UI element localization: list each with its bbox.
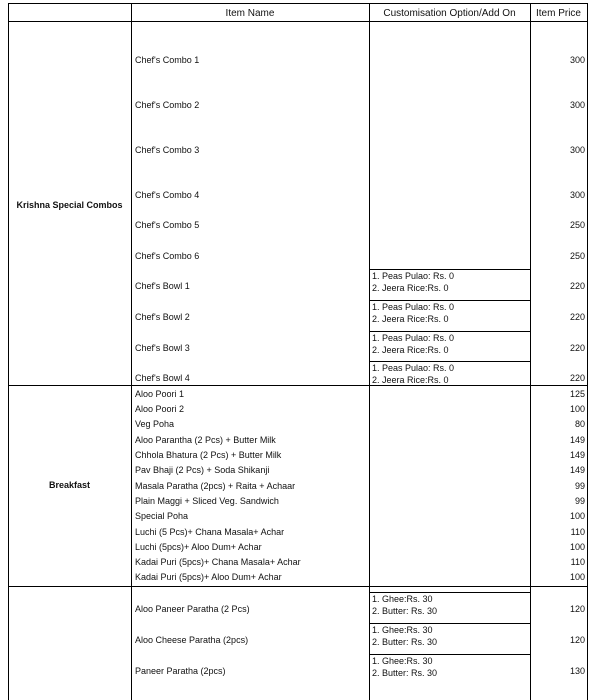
column-divider <box>131 3 132 700</box>
item-name: Aloo Poori 1 <box>135 389 185 399</box>
item-price: 100 <box>569 542 585 552</box>
option-text: 2. Jeera Rice:Rs. 0 <box>372 314 449 324</box>
item-name: Chhola Bhatura (2 Pcs) + Butter Milk <box>135 450 282 460</box>
category-label: Krishna Special Combos <box>16 200 123 210</box>
header-item-price: Item Price <box>535 8 581 19</box>
item-price: 300 <box>569 55 585 65</box>
option-text: 1. Ghee:Rs. 30 <box>372 594 433 604</box>
option-text: 1. Ghee:Rs. 30 <box>372 656 433 666</box>
option-text: 1. Peas Pulao: Rs. 0 <box>372 333 455 343</box>
item-name: Aloo Parantha (2 Pcs) + Butter Milk <box>135 435 276 445</box>
option-text: 2. Butter: Rs. 30 <box>372 606 438 616</box>
option-divider <box>369 654 530 655</box>
option-divider <box>369 269 530 270</box>
item-name: Luchi (5 Pcs)+ Chana Masala+ Achar <box>135 527 285 537</box>
item-name: Aloo Paneer Paratha (2 Pcs) <box>135 604 250 614</box>
item-name: Special Poha <box>135 511 189 521</box>
option-divider <box>369 300 530 301</box>
item-name: Chef's Combo 3 <box>135 145 200 155</box>
section-border <box>8 385 587 386</box>
option-text: 2. Jeera Rice:Rs. 0 <box>372 345 449 355</box>
item-price: 300 <box>569 190 585 200</box>
option-text: 1. Peas Pulao: Rs. 0 <box>372 271 455 281</box>
column-divider <box>530 3 531 700</box>
item-name: Chef's Bowl 1 <box>135 281 190 291</box>
option-text: 1. Peas Pulao: Rs. 0 <box>372 363 455 373</box>
item-name: Chef's Bowl 3 <box>135 343 190 353</box>
option-text: 2. Butter: Rs. 30 <box>372 668 438 678</box>
option-divider <box>369 592 530 593</box>
item-price: 149 <box>569 435 585 445</box>
item-price: 100 <box>569 572 585 582</box>
item-price: 80 <box>574 419 585 429</box>
option-text: 2. Jeera Rice:Rs. 0 <box>372 283 449 293</box>
option-divider <box>369 331 530 332</box>
item-name: Kadai Puri (5pcs)+ Chana Masala+ Achar <box>135 557 301 567</box>
section-border <box>8 21 587 22</box>
item-price: 149 <box>569 450 585 460</box>
option-text: 2. Jeera Rice:Rs. 0 <box>372 375 449 385</box>
item-name: Chef's Bowl 4 <box>135 373 190 383</box>
table-left-border <box>8 3 9 700</box>
option-divider <box>369 623 530 624</box>
item-price: 250 <box>569 220 585 230</box>
item-name: Luchi (5pcs)+ Aloo Dum+ Achar <box>135 542 262 552</box>
item-price: 120 <box>569 635 585 645</box>
item-price: 250 <box>569 251 585 261</box>
item-price: 220 <box>569 373 585 383</box>
item-price: 120 <box>569 604 585 614</box>
section-border <box>8 586 587 587</box>
item-name: Pav Bhaji (2 Pcs) + Soda Shikanji <box>135 465 270 475</box>
item-price: 125 <box>569 389 585 399</box>
item-price: 300 <box>569 100 585 110</box>
item-price: 100 <box>569 511 585 521</box>
item-name: Chef's Bowl 2 <box>135 312 190 322</box>
item-name: Aloo Poori 2 <box>135 404 185 414</box>
item-name: Chef's Combo 5 <box>135 220 200 230</box>
item-name: Plain Maggi + Sliced Veg. Sandwich <box>135 496 279 506</box>
item-price: 110 <box>570 557 585 567</box>
item-name: Chef's Combo 6 <box>135 251 200 261</box>
item-price: 99 <box>574 481 585 491</box>
item-name: Paneer Paratha (2pcs) <box>135 666 226 676</box>
item-price: 130 <box>569 666 585 676</box>
option-text: 1. Peas Pulao: Rs. 0 <box>372 302 455 312</box>
item-name: Chef's Combo 1 <box>135 55 200 65</box>
item-price: 99 <box>574 496 585 506</box>
header-customisation: Customisation Option/Add On <box>383 8 516 19</box>
item-price: 220 <box>569 343 585 353</box>
item-name: Chef's Combo 4 <box>135 190 200 200</box>
item-price: 220 <box>569 281 585 291</box>
item-name: Masala Paratha (2pcs) + Raita + Achaar <box>135 481 296 491</box>
option-divider <box>369 361 530 362</box>
header-top-border <box>8 3 587 4</box>
option-text: 2. Butter: Rs. 30 <box>372 637 438 647</box>
item-price: 100 <box>569 404 585 414</box>
option-text: 1. Ghee:Rs. 30 <box>372 625 433 635</box>
item-price: 300 <box>569 145 585 155</box>
item-name: Aloo Cheese Paratha (2pcs) <box>135 635 249 645</box>
category-label: Breakfast <box>48 480 91 490</box>
item-price: 220 <box>569 312 585 322</box>
item-name: Chef's Combo 2 <box>135 100 200 110</box>
header-item-name: Item Name <box>225 8 275 19</box>
column-divider <box>369 3 370 700</box>
item-name: Kadai Puri (5pcs)+ Aloo Dum+ Achar <box>135 572 282 582</box>
table-right-border <box>587 3 588 700</box>
item-price: 149 <box>569 465 585 475</box>
item-name: Veg Poha <box>135 419 175 429</box>
item-price: 110 <box>570 527 585 537</box>
